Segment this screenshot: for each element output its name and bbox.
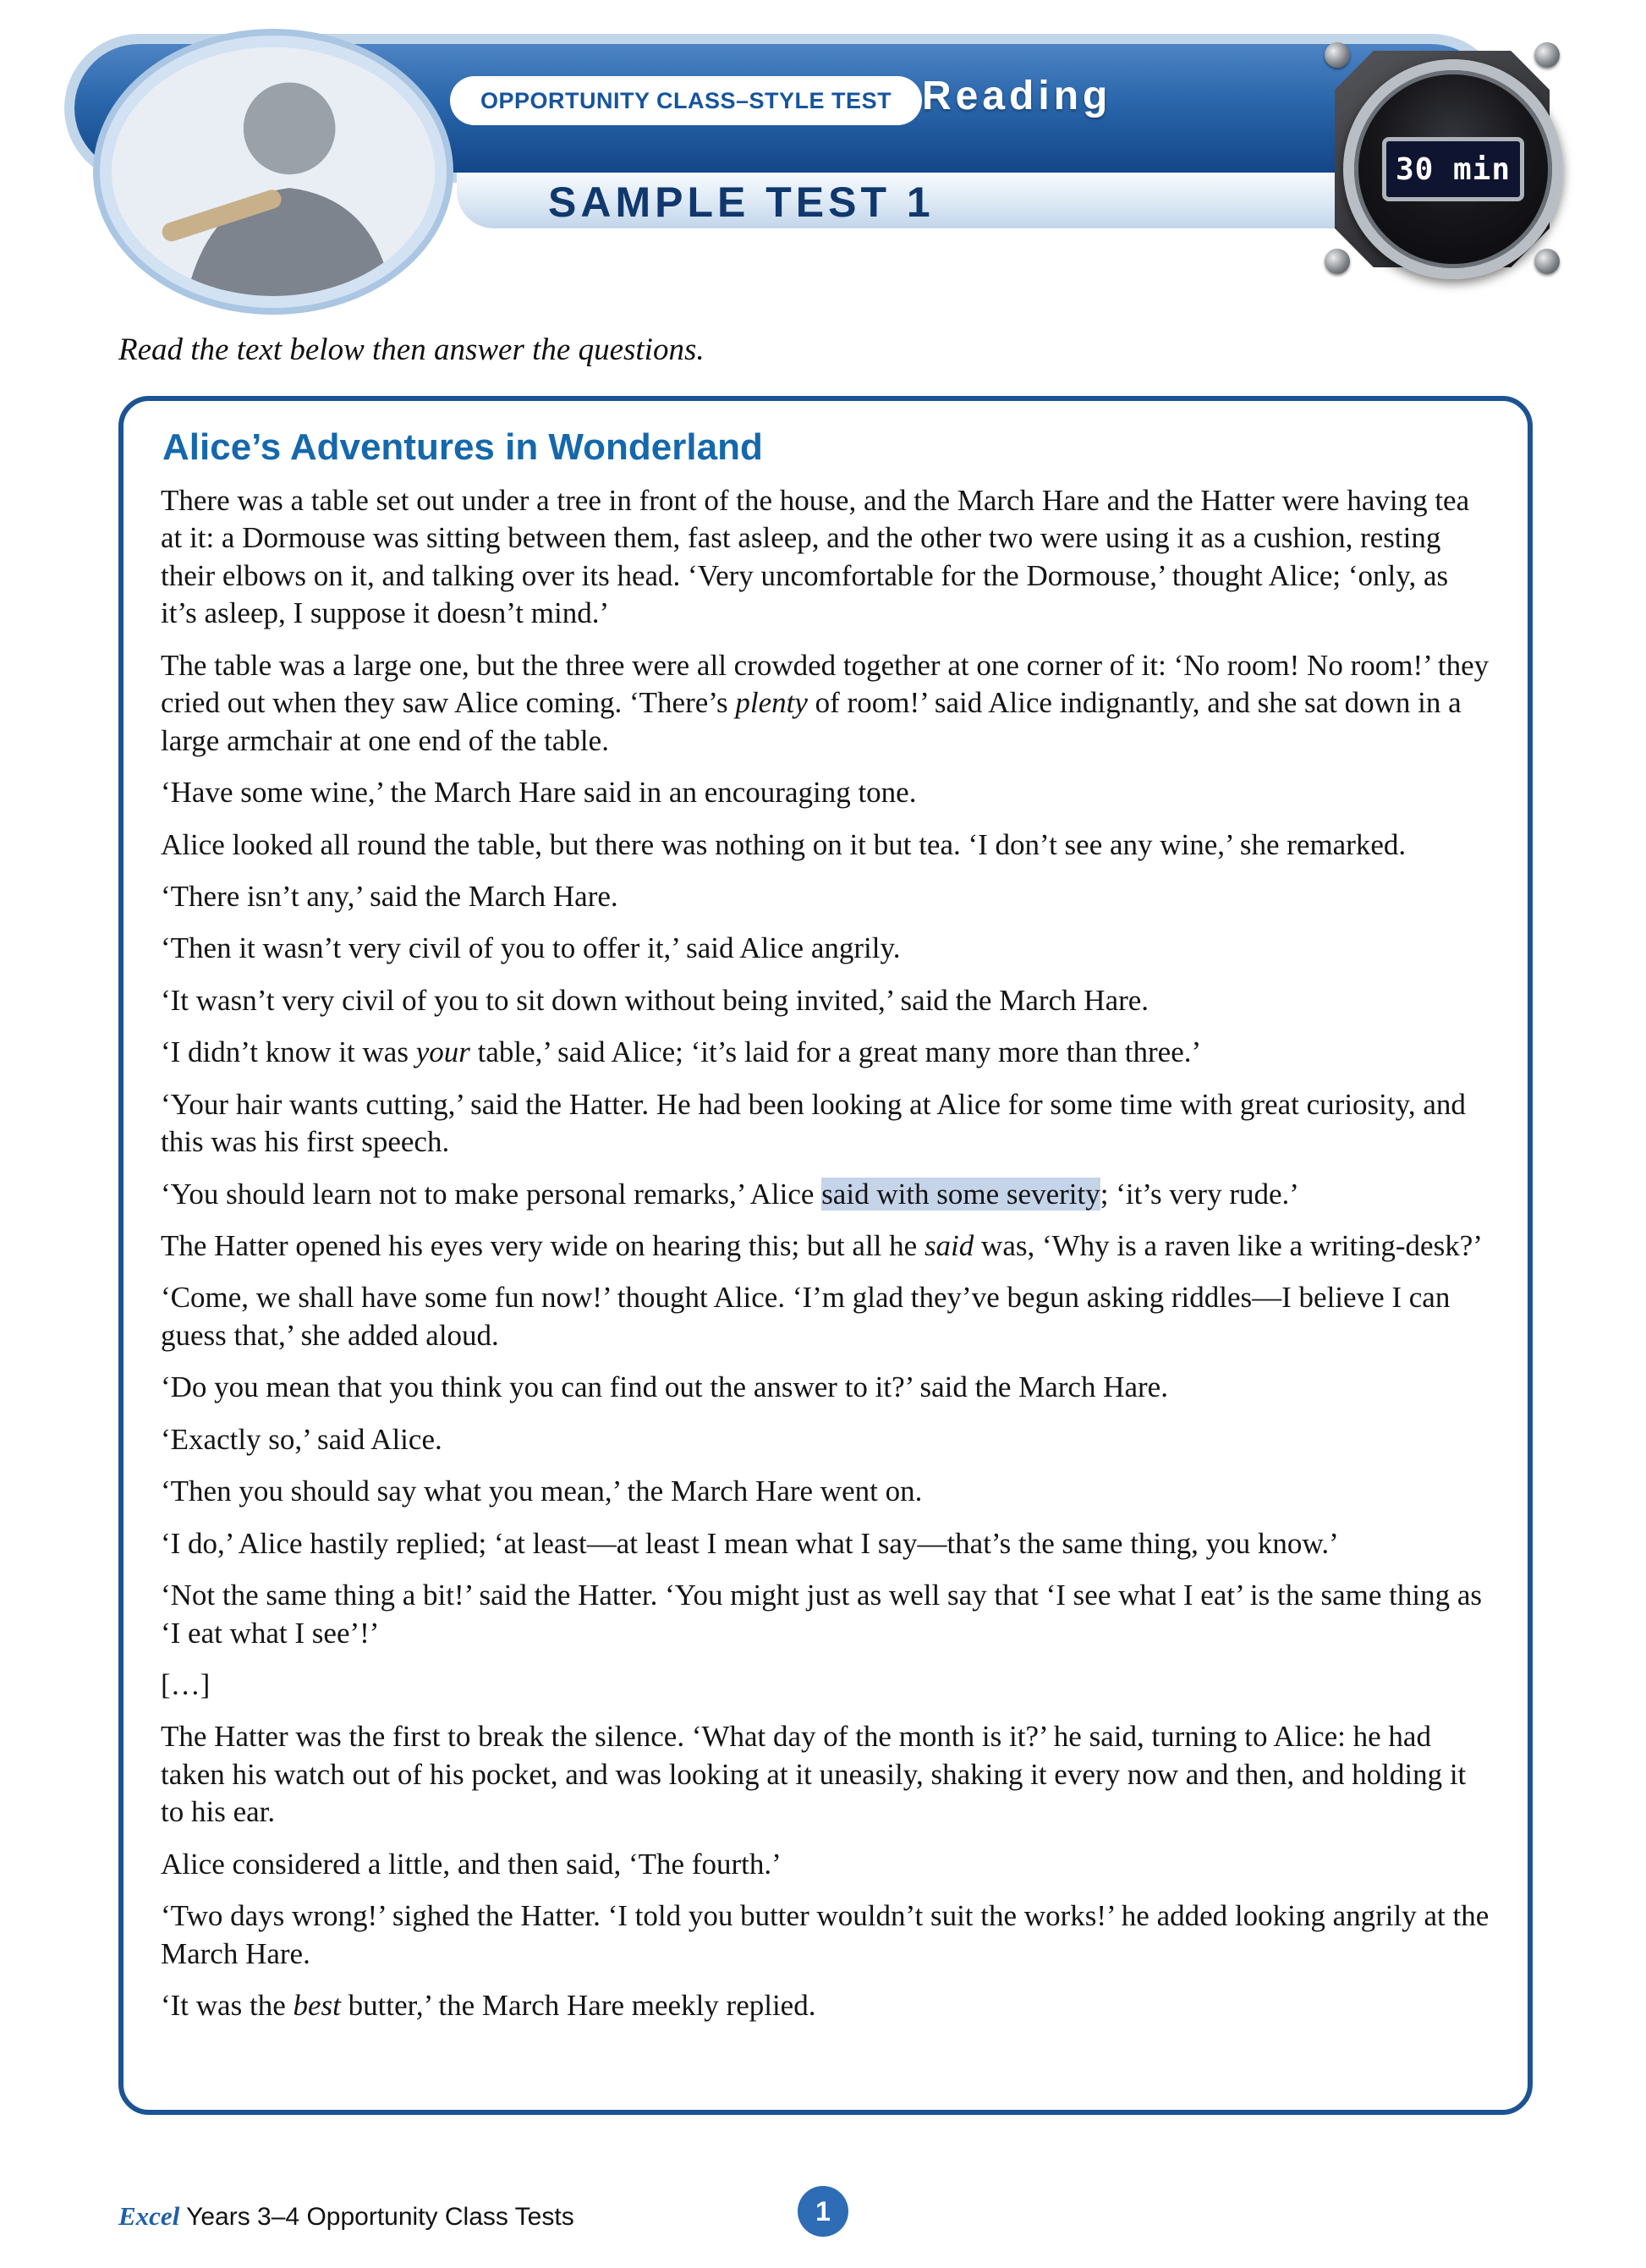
passage-text: ‘Your hair wants cutting,’ said the Hatter. He had been looking at Alice for some time with great curiosity, and this was his first speech.	[161, 1087, 1466, 1159]
timer-display: 30 min	[1382, 137, 1524, 201]
passage-text: ‘There isn’t any,’ said the March Hare.	[161, 879, 618, 913]
passage-paragraph	[161, 1525, 1490, 1562]
passage-text: ‘Have some wine,’ the March Hare said in an encouraging tone.	[161, 776, 917, 810]
passage-text: ‘Come, we shall have some fun now!’ thought Alice. ‘I’m glad they’ve begun asking riddles—I believe I can guess that,’ she added aloud.	[161, 1281, 1451, 1352]
passage-text: ‘Not the same thing a bit!’ said the Hatter. ‘You might just as well say that ‘I see what I eat’ is the same thing as ‘I eat what I see’!’	[161, 1579, 1483, 1650]
passage-text: The table was a large one, but the three were all crowded together at one corner of it: ‘No room! No room!’ they cried out when they saw Alice coming. ‘There’s	[161, 648, 1490, 720]
passage-title: Alice’s Adventures in Wonderland	[162, 426, 763, 468]
passage-text: your	[415, 1035, 470, 1069]
stopwatch-icon	[1321, 30, 1566, 288]
reading-passage-box	[118, 396, 1533, 2115]
passage-paragraph	[161, 1897, 1490, 1973]
passage-text: ‘Do you mean that you think you can find out the answer to it?’ said the March Hare.	[161, 1370, 1168, 1404]
passage-paragraph	[161, 1176, 1490, 1213]
student-photo	[100, 36, 447, 308]
passage-text: The Hatter was the first to break the silence. ‘What day of the month is it?’ he said, turning to Alice: he had taken his watch out of his pocket, and was looking at it uneasily, shaking it every now and then, and holding it to his ear.	[161, 1720, 1467, 1829]
page-header	[0, 0, 1646, 313]
passage-paragraph	[161, 1473, 1490, 1510]
passage-text: ‘I didn’t know it was	[161, 1035, 416, 1069]
passage-text: best	[293, 1989, 341, 2022]
passage-paragraph	[161, 1421, 1490, 1458]
passage-text: ‘It was the	[161, 1989, 294, 2022]
passage-paragraph	[161, 1227, 1490, 1265]
passage-text: said	[924, 1229, 974, 1262]
passage-text: Alice looked all round the table, but there was nothing on it but tea. ‘I don’t see any wine,’ she remarked.	[161, 827, 1407, 861]
passage-paragraph	[161, 647, 1490, 760]
screw-icon	[1534, 249, 1560, 274]
passage-text: Alice considered a little, and then said, ‘The fourth.’	[161, 1847, 782, 1881]
passage-text: ‘Then you should say what you mean,’ the March Hare went on.	[161, 1474, 923, 1508]
passage-paragraph	[161, 1577, 1490, 1652]
footer-series-label	[118, 2201, 574, 2232]
passage-paragraph	[161, 826, 1490, 864]
passage-paragraph	[161, 1987, 1490, 2024]
instruction-text: Read the text below then answer the questions.	[118, 332, 705, 367]
passage-text: ‘It wasn’t very civil of you to sit down without being invited,’ said the March Hare.	[161, 983, 1149, 1017]
subject-title: Reading	[922, 74, 1112, 118]
passage-text: ‘You should learn not to make personal remarks,’ Alice	[161, 1177, 822, 1211]
brand-logo: Excel	[118, 2201, 180, 2231]
passage-text: ; ‘it’s very rude.’	[1100, 1177, 1299, 1211]
screw-icon	[1534, 42, 1560, 68]
passage-paragraph	[161, 982, 1490, 1019]
passage-text: ‘Exactly so,’ said Alice.	[161, 1422, 442, 1456]
passage-text: The Hatter opened his eyes very wide on hearing this; but all he	[161, 1229, 925, 1262]
passage-paragraph	[161, 1279, 1490, 1354]
passage-paragraph	[161, 1667, 1490, 1704]
passage-text: plenty	[735, 686, 808, 720]
screw-icon	[1325, 42, 1350, 68]
passage-paragraph	[161, 482, 1490, 633]
passage-paragraph	[161, 1718, 1490, 1831]
passage-text: table,’ said Alice; ‘it’s laid for a great many more than three.’	[469, 1035, 1202, 1069]
passage-paragraph	[161, 1034, 1490, 1071]
passage-paragraphs	[161, 482, 1490, 2024]
series-title: Years 3–4 Opportunity Class Tests	[179, 2203, 574, 2231]
passage-text: ‘Two days wrong!’ sighed the Hatter. ‘I told you butter wouldn’t suit the works!’ he added looking angrily at the March Hare.	[161, 1899, 1490, 1970]
passage-text: butter,’ the March Hare meekly replied.	[340, 1989, 816, 2022]
passage-text: of room!’ said Alice indignantly, and she sat down in a large armchair at one end of the table.	[161, 686, 1462, 757]
passage-paragraph	[161, 1846, 1490, 1883]
sample-test-title: SAMPLE TEST 1	[548, 178, 935, 226]
passage-paragraph	[161, 878, 1490, 915]
passage-text: ‘Then it wasn’t very civil of you to offer it,’ said Alice angrily.	[161, 931, 901, 965]
test-style-badge: OPPORTUNITY CLASS–STYLE TEST	[450, 76, 922, 125]
page-number-badge: 1	[798, 2186, 848, 2237]
passage-text: […]	[161, 1667, 211, 1701]
passage-text: There was a table set out under a tree in front of the house, and the March Hare and the Hatter were having tea at it: a Dormouse was sitting between them, fast asleep, and the other two were using it as a cushion, resting their elbows on it, and talking over its head. ‘Very uncomfortable for the Dormouse,’ thought Alice; ‘only, as it’s asleep, I suppose it doesn’t mind.’	[161, 484, 1470, 630]
stopwatch-face	[1343, 59, 1563, 279]
passage-text: ‘I do,’ Alice hastily replied; ‘at least—at least I mean what I say—that’s the same thing, you know.’	[161, 1526, 1339, 1560]
screw-icon	[1325, 249, 1350, 274]
passage-text: was, ‘Why is a raven like a writing-desk?’	[974, 1229, 1483, 1262]
student-photo-illustration	[112, 47, 435, 296]
highlighted-phrase: said with some severity	[821, 1177, 1100, 1211]
passage-paragraph	[161, 774, 1490, 811]
passage-paragraph	[161, 1086, 1490, 1161]
passage-paragraph	[161, 930, 1490, 967]
passage-paragraph	[161, 1369, 1490, 1406]
